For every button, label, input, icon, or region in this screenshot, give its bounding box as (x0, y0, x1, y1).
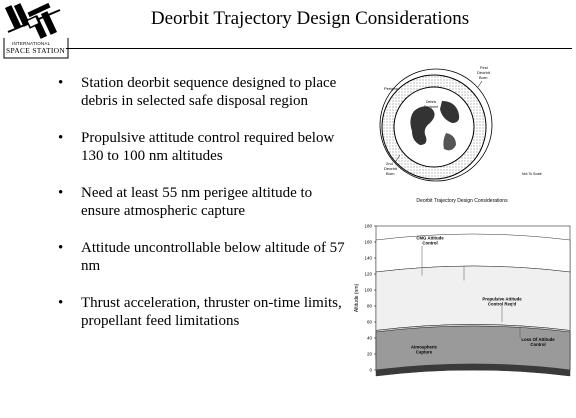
y-tick-label: 80 (366, 303, 372, 309)
chart-title: Deorbit Trajectory Design Considerations (416, 198, 508, 204)
y-tick-label: 20 (366, 351, 372, 357)
y-tick-label: 0 (369, 367, 372, 373)
band-annotation: Control (530, 342, 546, 348)
scale-note: Not To Scale (522, 172, 542, 176)
perigee-label: Perigee (384, 86, 398, 91)
bullet-item: • Attitude uncontrollable below altitude of 57 nm (58, 239, 348, 275)
iss-logo (2, 2, 70, 60)
bullet-item: • Propulsive attitude control required below 130 to 100 nm altitudes (58, 129, 348, 165)
y-tick-label: 40 (366, 335, 372, 341)
bullet-list (58, 74, 348, 349)
orbit-diagram (362, 55, 566, 185)
y-tick-label: 100 (364, 287, 372, 293)
y-tick-label: 180 (364, 223, 372, 229)
band-annotation: Propulsive Attitude (482, 296, 522, 302)
band-annotation: Control Req'd (487, 301, 517, 307)
second-burn-label: Deorbit (384, 166, 397, 171)
y-tick-label: 140 (364, 255, 372, 261)
altitude-chart (352, 188, 574, 378)
first-burn-label: Deorbit (477, 70, 490, 75)
debris-label: Footprint (424, 105, 438, 109)
band-annotation: Control (422, 240, 438, 246)
first-burn-label: Burn (479, 75, 488, 80)
first-burn-label: First (480, 65, 488, 70)
logo-frame (2, 2, 70, 60)
slide-title: Deorbit Trajectory Design Considerations (150, 8, 470, 29)
logo-line-2: SPACE STATION (6, 46, 66, 55)
bullet-item: • Need at least 55 nm perigee altitude to ensure atmospheric capture (58, 184, 348, 220)
earth-icon (394, 87, 474, 167)
y-tick-label: 160 (364, 239, 372, 245)
band-annotation: Capture (415, 349, 433, 355)
bullet-item: • Station deorbit sequence designed to place debris in selected safe disposal region (58, 74, 348, 110)
second-burn-label: Burn (386, 171, 395, 176)
title-rule (66, 48, 572, 49)
band-annotation: Atmospheric (410, 344, 438, 350)
band-annotation: Loss Of Attitude (521, 337, 555, 343)
y-tick-label: 120 (364, 271, 372, 277)
second-burn-label: 2nd (386, 161, 393, 166)
bullet-item: • Thrust acceleration, thruster on-time limits, propellant feed limitations (58, 294, 348, 330)
y-tick-label: 60 (366, 319, 372, 325)
altitude-band (376, 266, 570, 330)
band-annotation: CMG Attitude (416, 235, 444, 241)
logo-line-1: INTERNATIONAL (12, 41, 51, 46)
y-axis-label: Altitude (nm) (354, 283, 360, 313)
debris-label: Debris (426, 100, 437, 104)
